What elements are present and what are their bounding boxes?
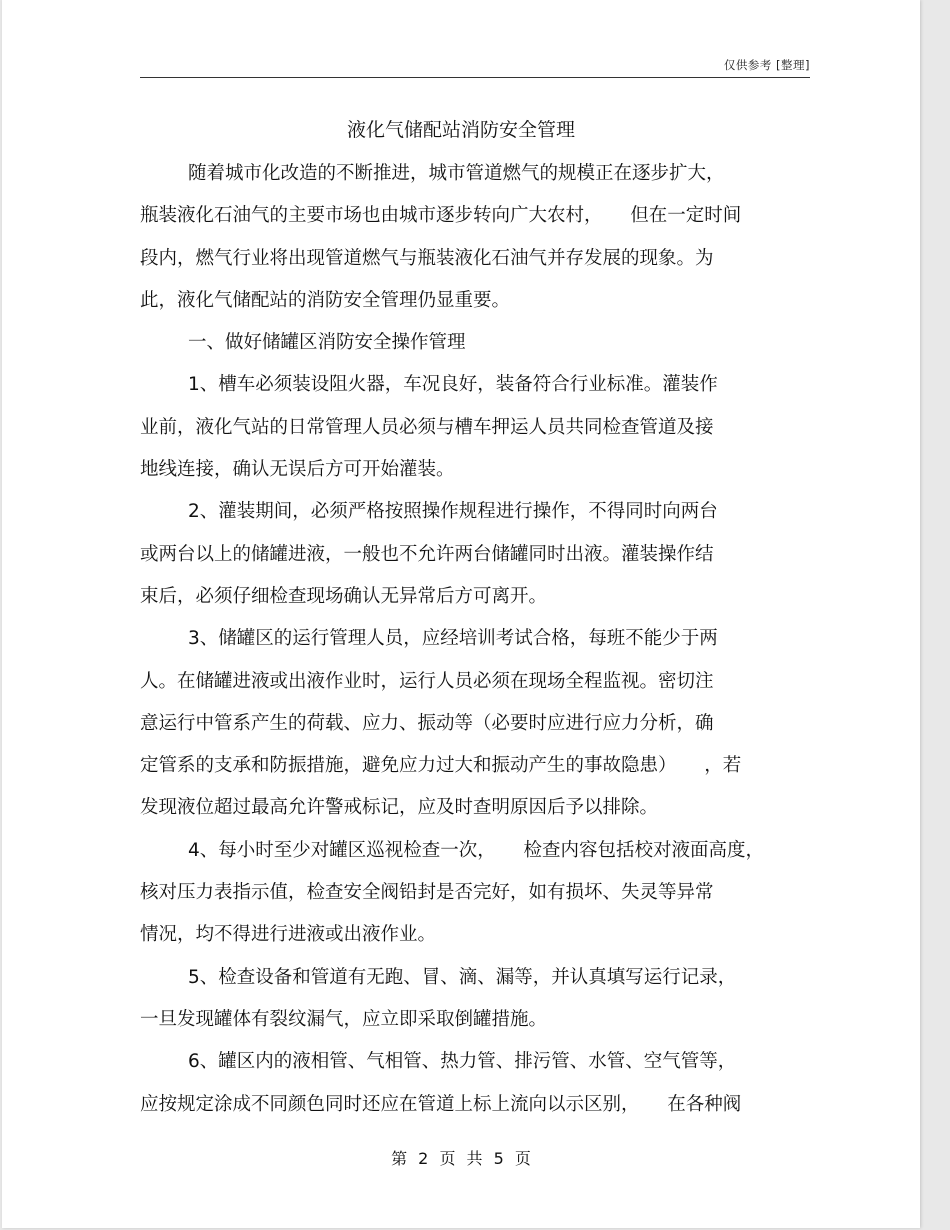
header-divider (140, 77, 810, 78)
text-line: 一旦发现罐体有裂纹漏气，应立即采取倒罐措施。 (140, 1008, 548, 1030)
text-line: 或两台以上的储罐进液，一般也不允许两台储罐同时出液。灌装操作结 (140, 543, 714, 565)
text-line: 瓶装液化石油气的主要市场也由城市逐步转向广大农村， 但在一定时间 (140, 205, 742, 227)
text-line: 6、罐区内的液相管、气相管、热力管、排污管、水管、空气管等， (188, 1051, 737, 1073)
page-number: 第 2 页 共 5 页 (391, 1149, 531, 1168)
text-line: 一、做好储罐区消防安全操作管理 (188, 332, 466, 354)
text-line: 3、储罐区的运行管理人员，应经培训考试合格，每班不能少于两 (188, 628, 718, 650)
text-line: 核对压力表指示值，检查安全阀铅封是否完好，如有损坏、失灵等异常 (140, 882, 714, 904)
text-line: 地线连接，确认无误后方可开始灌装。 (140, 459, 455, 481)
document-title: 液化气储配站消防安全管理 (346, 119, 575, 141)
text-line: 5、检查设备和管道有无跑、冒、滴、漏等，并认真填写运行记录， (188, 966, 737, 988)
text-line: 发现液位超过最高允许警戒标记，应及时查明原因后予以排除。 (140, 797, 659, 819)
text-line: 4、每小时至少对罐区巡视检查一次， 检查内容包括校对液面高度， (188, 839, 765, 861)
text-line: 随着城市化改造的不断推进，城市管道燃气的规模正在逐步扩大， (188, 163, 725, 184)
text-line: 情况，均不得进行进液或出液作业。 (140, 924, 437, 946)
document-page (2, 0, 920, 1228)
document-body (140, 153, 810, 1126)
text-line: 段内，燃气行业将出现管道燃气与瓶装液化石油气并存发展的现象。为 (140, 247, 714, 269)
text-line: 业前，液化气站的日常管理人员必须与槽车押运人员共同检查管道及接 (140, 416, 714, 438)
header-note: 仅供参考 [整理] (723, 58, 810, 72)
text-line: 1、槽车必须装设阻火器，车况良好，装备符合行业标准。灌装作 (188, 374, 718, 396)
text-line: 意运行中管系产生的荷载、应力、振动等（必要时应进行应力分析，确 (140, 712, 714, 734)
text-line: 应按规定涂成不同颜色同时还应在管道上标上流向以示区别， 在各种阀 (140, 1093, 742, 1115)
text-line: 此，液化气储配站的消防安全管理仍显重要。 (140, 289, 511, 311)
text-line: 定管系的支承和防振措施，避免应力过大和振动产生的事故隐患） ，若 (140, 755, 742, 777)
text-line: 人。在储罐进液或出液作业时，运行人员必须在现场全程监视。密切注 (140, 670, 714, 692)
text-line: 2、灌装期间，必须严格按照操作规程进行操作，不得同时向两台 (188, 501, 718, 523)
text-line: 束后，必须仔细检查现场确认无异常后方可离开。 (140, 585, 548, 607)
